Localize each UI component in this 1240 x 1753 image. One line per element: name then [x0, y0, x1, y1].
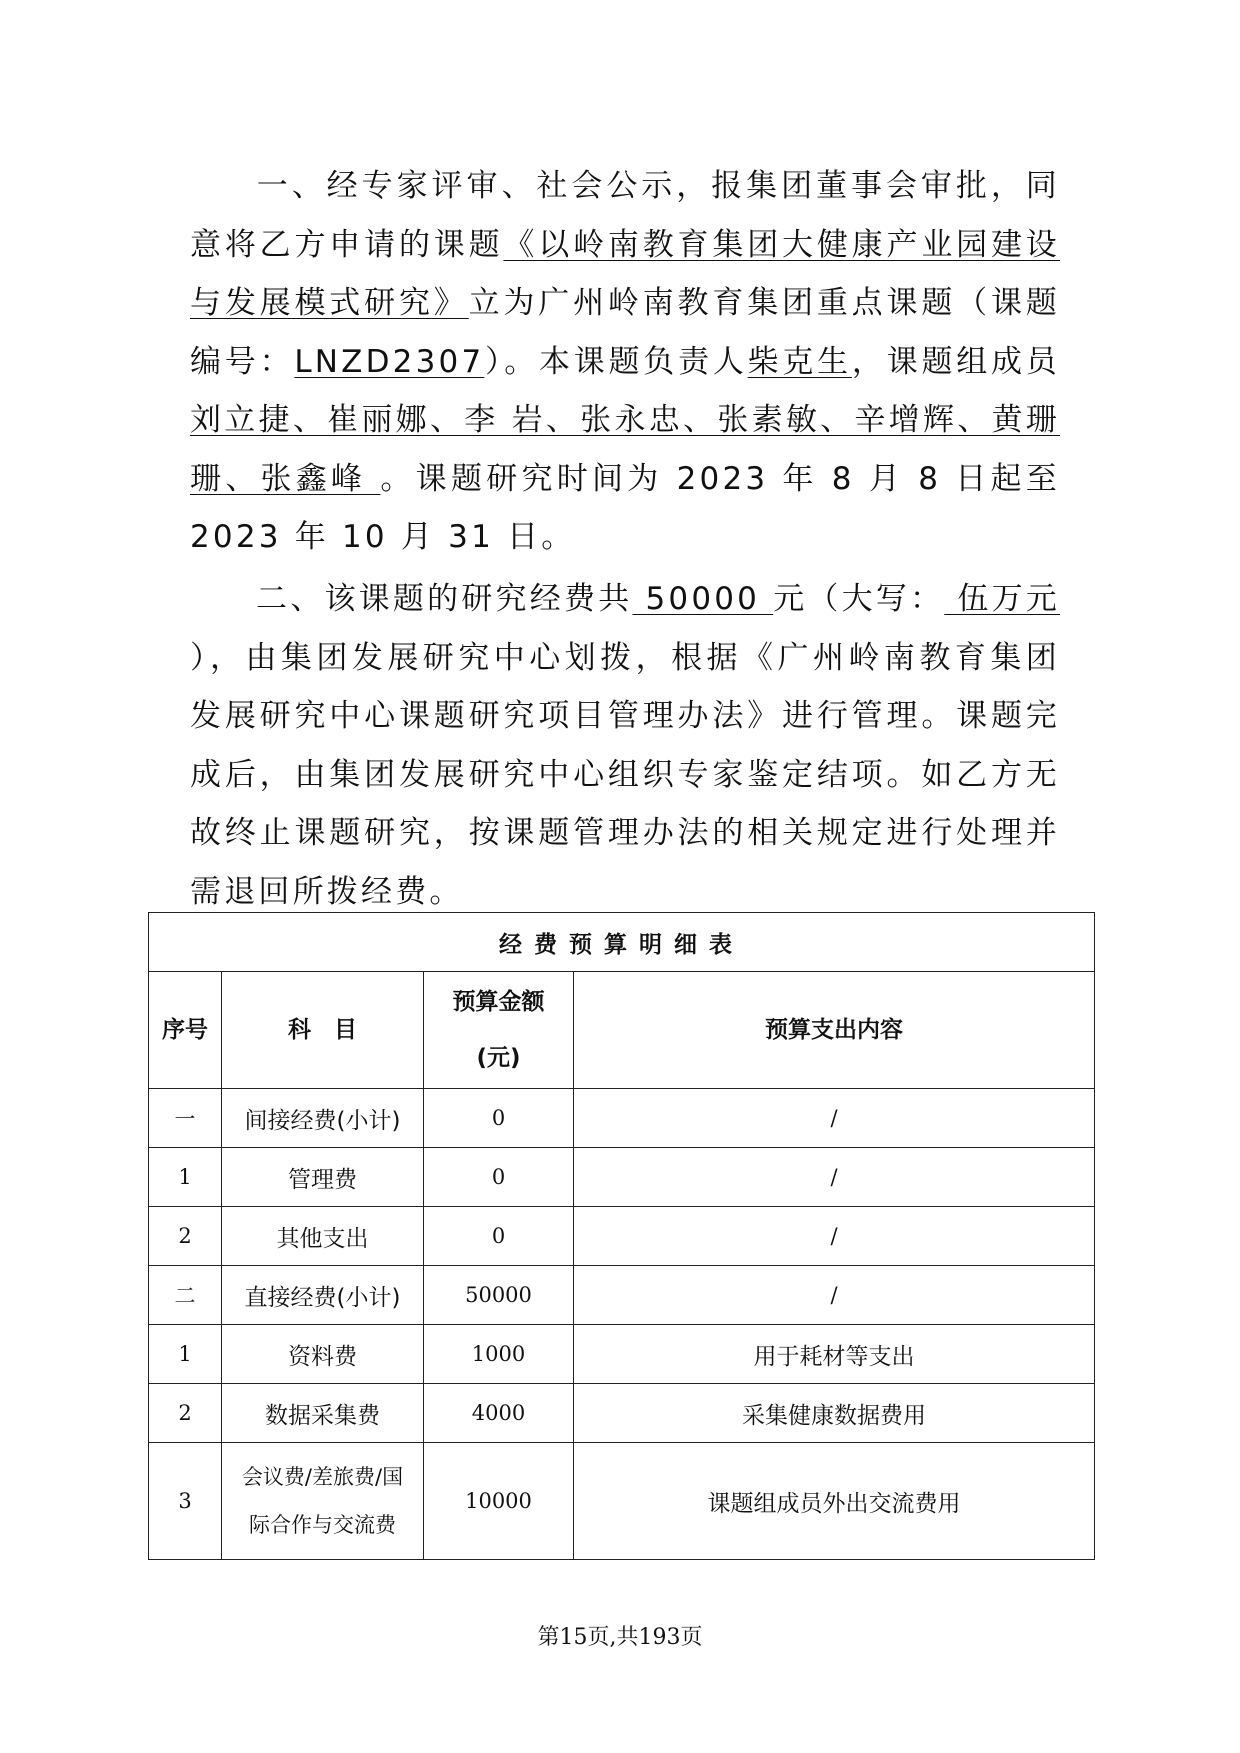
- row-amount: 50000: [424, 1266, 574, 1325]
- row-seq: 3: [149, 1443, 222, 1560]
- header-amount-line2: (元): [476, 1045, 521, 1071]
- approval-text-5: 。课题研究时间为 2023 年 8 月 8 日起至 2023 年 10 月 31 日。: [190, 460, 1060, 555]
- row-amount: 0: [424, 1207, 574, 1266]
- paragraph-funding: [190, 570, 1060, 921]
- funding-text: 二、该课题的研究经费共: [256, 581, 633, 617]
- approval-text: 一、经专家评审、社会公示，报集团董事会审批，同意将乙方申请的课题: [190, 168, 1060, 263]
- funding-amount-chinese: 伍万元: [944, 581, 1060, 617]
- row-seq: 2: [149, 1384, 222, 1443]
- table-row: [149, 1207, 1095, 1266]
- project-leader: 柴克生: [747, 343, 852, 380]
- header-amount: [424, 972, 574, 1089]
- topic-title: 《以岭南教育集团大健康产业园建设与发展模式研究》: [190, 226, 1060, 321]
- header-seq: 序号: [149, 972, 222, 1089]
- row-amount: 1000: [424, 1325, 574, 1384]
- row-content: /: [574, 1207, 1095, 1266]
- header-content: 预算支出内容: [574, 972, 1095, 1089]
- row-seq: 二: [149, 1266, 222, 1325]
- approval-text-4: ，课题组成员: [851, 343, 1060, 380]
- row-subject: 间接经费(小计): [222, 1089, 424, 1148]
- budget-table-title: 经费预算明细表: [149, 913, 1095, 972]
- paragraph-approval: [190, 157, 1060, 567]
- row-content: /: [574, 1148, 1095, 1207]
- row-seq: 一: [149, 1089, 222, 1148]
- topic-code: LNZD2307: [294, 343, 485, 380]
- header-subject: 科 目: [222, 972, 424, 1089]
- approval-text-3: ）。本课题负责人: [484, 343, 748, 380]
- row-seq: 1: [149, 1325, 222, 1384]
- row-subject: 管理费: [222, 1148, 424, 1207]
- row-amount: 4000: [424, 1384, 574, 1443]
- row-content: 用于耗材等支出: [574, 1325, 1095, 1384]
- table-row: [149, 1325, 1095, 1384]
- row-content: 课题组成员外出交流费用: [574, 1443, 1095, 1560]
- row-subject: [222, 1443, 424, 1560]
- funding-text-3: ），由集团发展研究中心划拨，根据《广州岭南教育集团发展研究中心课题研究项目管理办法》进行管理。课题完成后，由集团发展研究中心组织专家鉴定结项。如乙方无故终止课题研究，按课题管理办法的相关规定进行处理并需退回所拨经费。: [190, 639, 1060, 910]
- row-seq: 2: [149, 1207, 222, 1266]
- page-number: 第15页,共193页: [537, 1625, 703, 1650]
- row-subject-line1: 会议费/差旅费/国: [241, 1465, 404, 1489]
- row-content: /: [574, 1266, 1095, 1325]
- table-row: [149, 1384, 1095, 1443]
- row-seq: 1: [149, 1148, 222, 1207]
- row-subject: 直接经费(小计): [222, 1266, 424, 1325]
- approval-text-2: 立为广州岭南教育集团重点课题（课题编号：: [190, 285, 1060, 380]
- row-subject: 其他支出: [222, 1207, 424, 1266]
- budget-table-header-row: [149, 972, 1095, 1089]
- row-subject: 资料费: [222, 1325, 424, 1384]
- team-members: 刘立捷、崔丽娜、李 岩、张永忠、张素敏、辛增辉、黄珊珊、张鑫峰: [190, 402, 1060, 497]
- table-row: [149, 1089, 1095, 1148]
- budget-table: [148, 912, 1095, 1560]
- table-row: [149, 1443, 1095, 1560]
- row-subject-line2: 际合作与交流费: [249, 1513, 396, 1537]
- row-amount: 10000: [424, 1443, 574, 1560]
- row-content: 采集健康数据费用: [574, 1384, 1095, 1443]
- table-row: [149, 1266, 1095, 1325]
- funding-text-2: 元（大写：: [773, 581, 945, 617]
- table-row: [149, 1148, 1095, 1207]
- row-subject: 数据采集费: [222, 1384, 424, 1443]
- row-content: /: [574, 1089, 1095, 1148]
- funding-amount: 50000: [632, 581, 774, 617]
- header-amount-line1: 预算金额: [452, 989, 545, 1015]
- budget-table-title-row: [149, 913, 1095, 972]
- row-amount: 0: [424, 1089, 574, 1148]
- row-amount: 0: [424, 1148, 574, 1207]
